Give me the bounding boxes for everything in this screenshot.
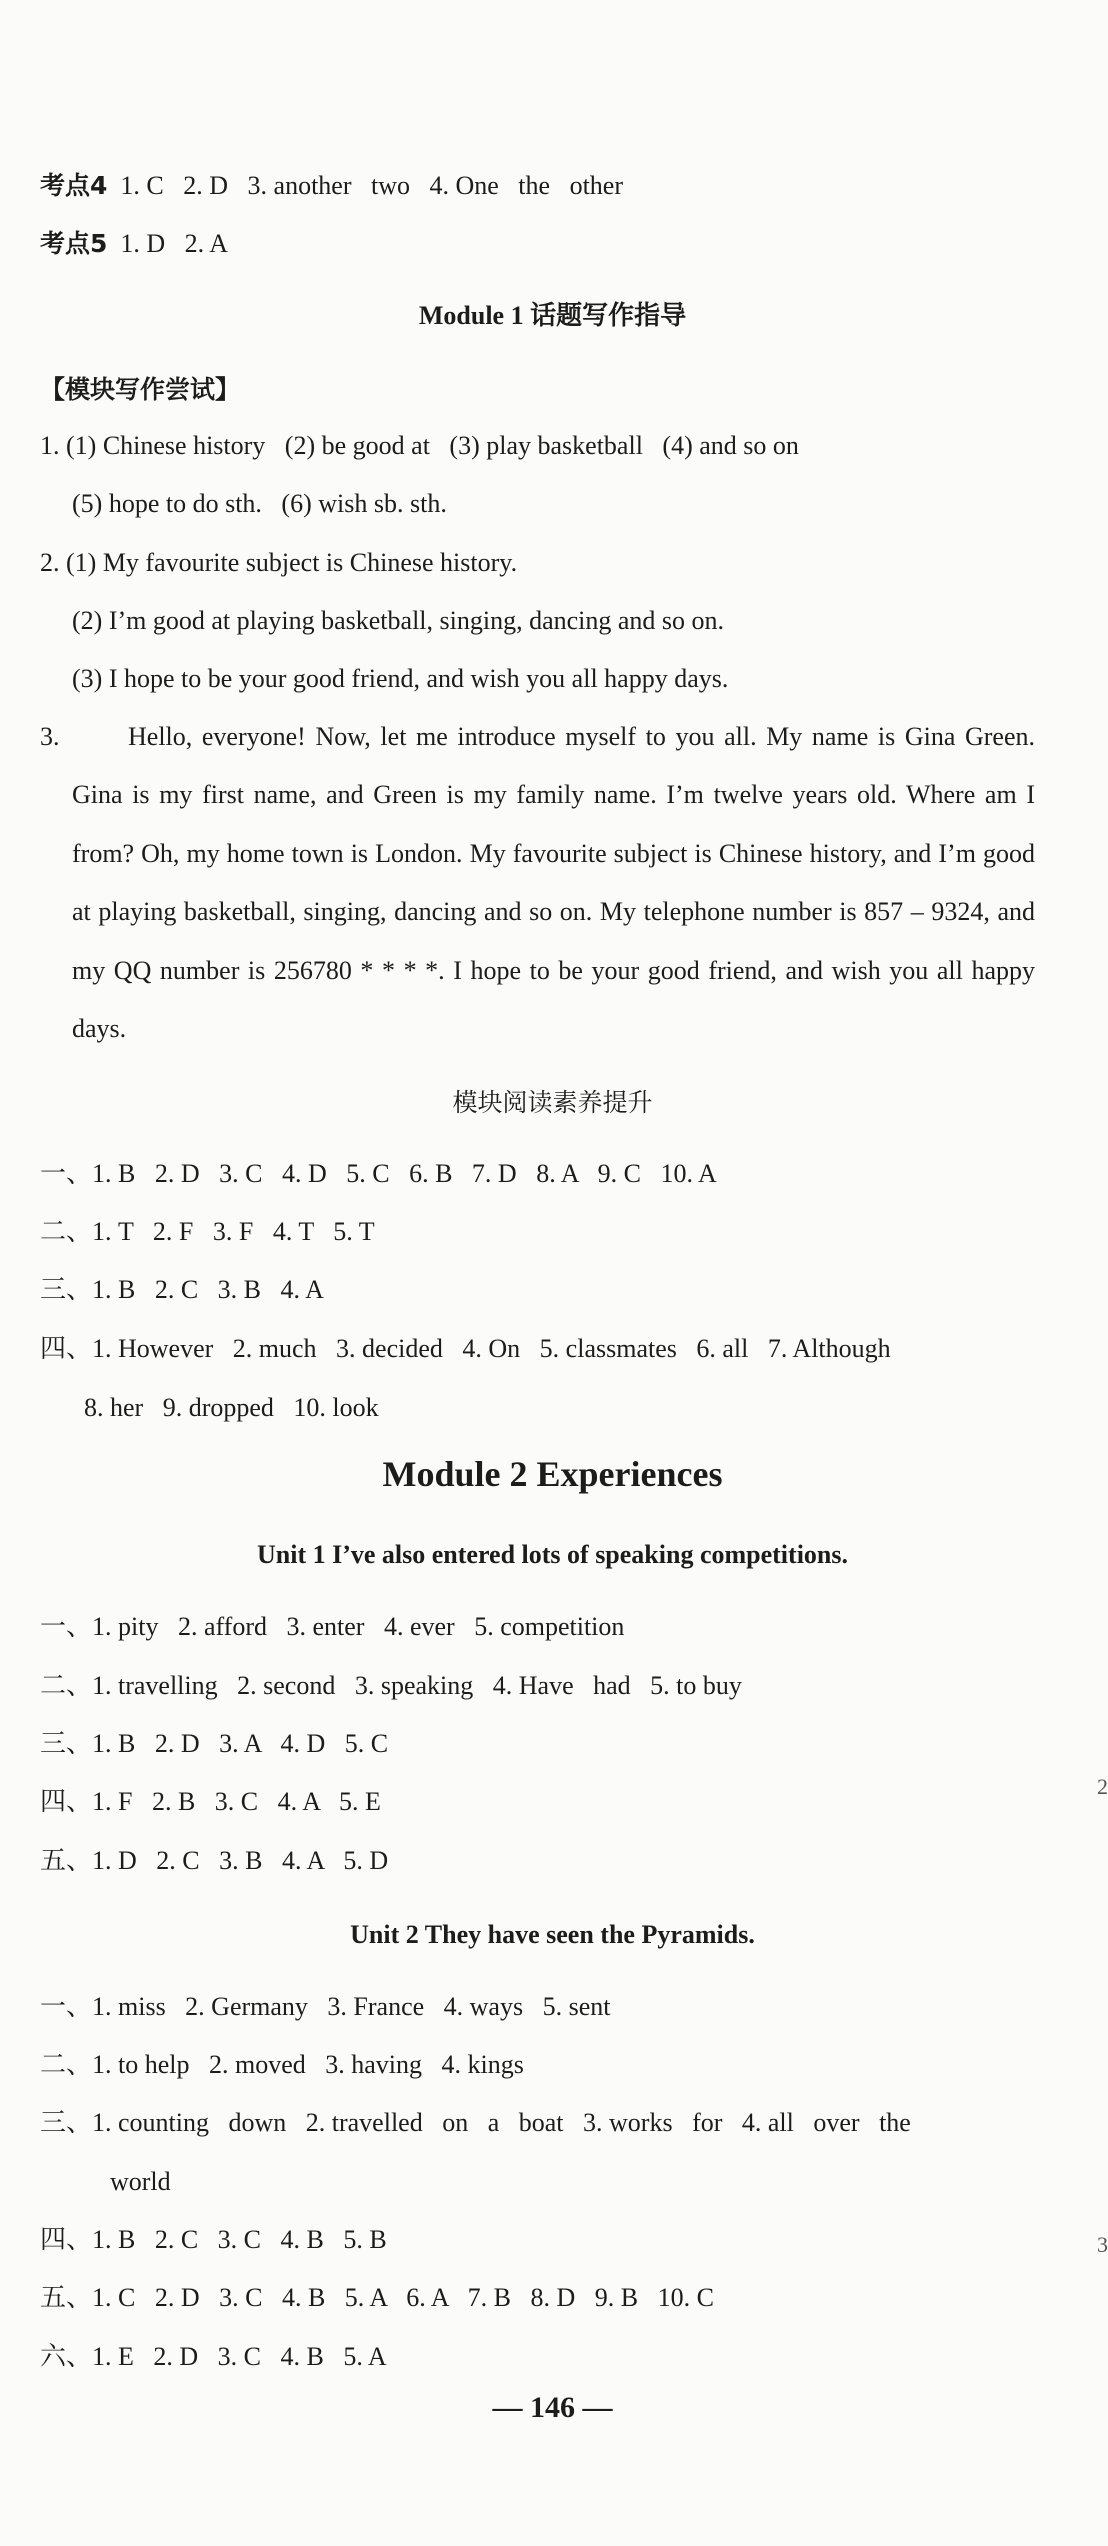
reading-line-4: 四、1. However 2. much 3. decided 4. On 5. classmates 6. all 7. Although [40,1334,891,1363]
unit2-line-5: 五、1. C 2. D 3. C 4. B 5. A 6. A 7. B 8. D 9. B 10. C [40,2283,714,2312]
module1-reading-title: 模块阅读素养提升 [452,1088,653,1117]
unit2-line-2: 二、1. to help 2. moved 3. having 4. kings [40,2050,524,2079]
unit1-line-3: 三、1. B 2. D 3. A 4. D 5. C [40,1729,389,1758]
writing-q3-number: 3. [40,722,60,751]
unit1-title: Unit 1 I’ve also entered lots of speaking competitions. [256,1540,848,1569]
kaodian-5-label: 考点5 [40,229,108,258]
reading-line-2: 二、1. T 2. F 3. F 4. T 5. T [40,1217,375,1246]
unit2-line-1: 一、1. miss 2. Germany 3. France 4. ways 5. sent [40,1992,611,2021]
unit1-line-4: 四、1. F 2. B 3. C 4. A 5. E [40,1787,381,1816]
writing-section-heading: 【模块写作尝试】 [40,375,241,404]
kaodian-4-text: 1. C 2. D 3. another two 4. One the other [107,171,623,200]
edge-mark: 3 [1097,2232,1108,2257]
writing-q2-line3: (3) I hope to be your good friend, and wish you all happy days. [72,664,729,693]
edge-mark: 2 [1097,1774,1108,1799]
kaodian-5-text: 1. D 2. A [107,229,229,258]
writing-q2-line2: (2) I’m good at playing basketball, singing, dancing and so on. [72,606,725,635]
unit2-line-6: 六、1. E 2. D 3. C 4. B 5. A [40,2342,387,2371]
page-number: — 146 — [492,2391,613,2424]
unit1-line-2: 二、1. travelling 2. second 3. speaking 4. Have had 5. to buy [40,1671,742,1700]
module2-title: Module 2 Experiences [382,1454,723,1494]
reading-line-3: 三、1. B 2. C 3. B 4. A [40,1275,324,1304]
kaodian-4-label: 考点4 [40,171,108,200]
unit2-line-4: 四、1. B 2. C 3. C 4. B 5. B [40,2225,387,2254]
kaodian-5-answers [40,226,1045,262]
unit1-line-5: 五、1. D 2. C 3. B 4. A 5. D [40,1846,389,1875]
unit1-line-1: 一、1. pity 2. afford 3. enter 4. ever 5. competition [40,1612,625,1641]
writing-q1-line1: 1. (1) Chinese history (2) be good at (3) play basketball (4) and so on [40,431,799,460]
writing-q3-paragraph: Hello, everyone! Now, let me introduce myself to you all. My name is Gina Green. Gina is my first name, and Green is my family name. I’m twelve years old. Where am I from? Oh, my home town is London. My favourite subject is Chinese history, and I’m good at playing basketball, singing, dancing and so on. My telephone number is 857 – 9324, and my QQ number is 256780 * * * *. I hope to be your good friend, and wish you all happy days. [72,722,1035,1044]
kaodian-4-answers [40,168,1045,204]
reading-line-4b: 8. her 9. dropped 10. look [84,1393,379,1422]
unit2-title: Unit 2 They have seen the Pyramids. [350,1920,755,1949]
writing-q1-line2: (5) hope to do sth. (6) wish sb. sth. [72,489,447,518]
module1-writing-title: Module 1 话题写作指导 [418,301,687,330]
unit2-line-3: 三、1. counting down 2. travelled on a boat 3. works for 4. all over the [40,2108,911,2137]
unit2-line-3b: world [110,2167,171,2196]
writing-q2-line1: 2. (1) My favourite subject is Chinese history. [40,548,518,577]
reading-line-1: 一、1. B 2. D 3. C 4. D 5. C 6. B 7. D 8. A 9. C 10. A [40,1159,717,1188]
